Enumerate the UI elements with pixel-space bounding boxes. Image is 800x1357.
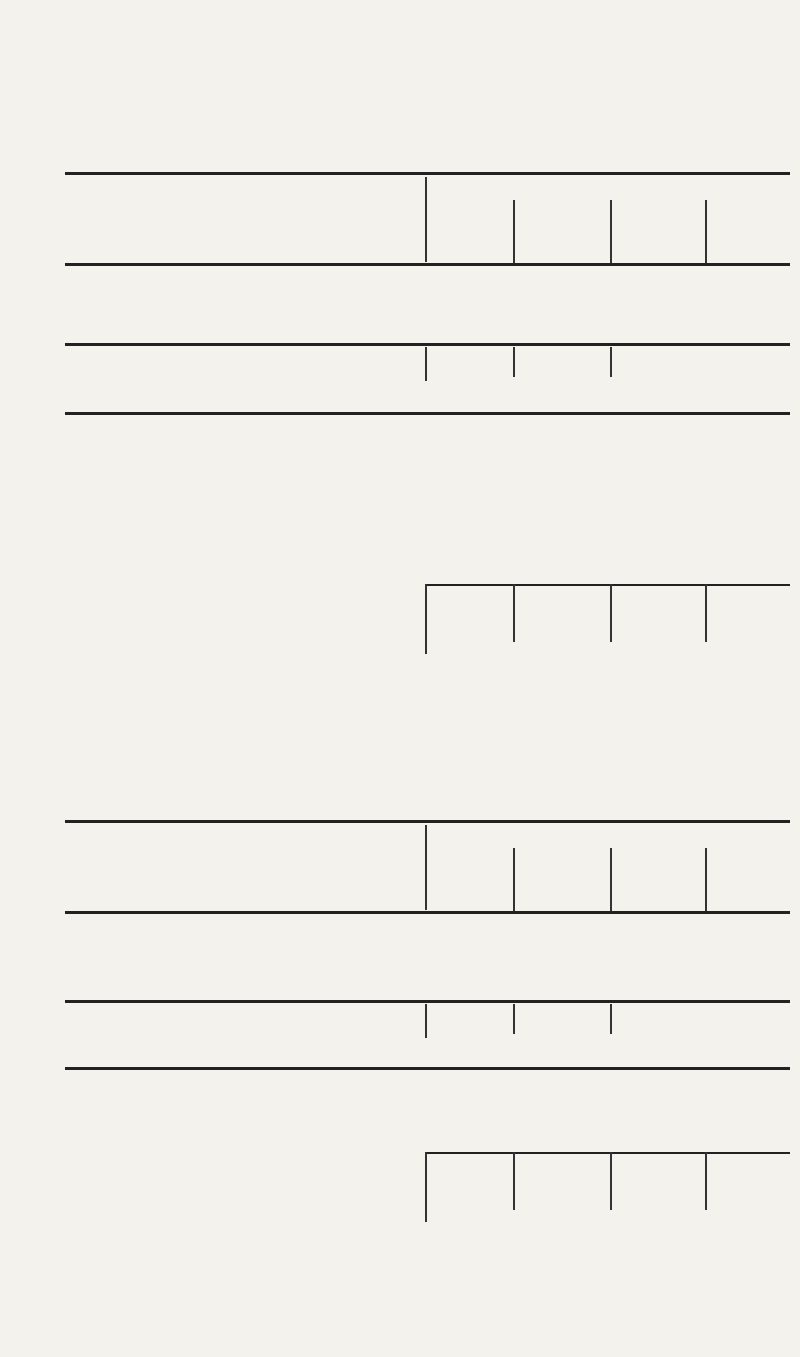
total-cell: [545, 1185, 585, 1203]
lit-row-cell: [640, 487, 680, 505]
lit-row-cell: [545, 468, 585, 486]
column-divider: [610, 347, 612, 377]
own-row-cell: [735, 290, 775, 308]
lit-row-cell: [545, 563, 585, 581]
own-row-cell: [545, 978, 585, 996]
column-divider: [513, 347, 515, 377]
column-divider: [513, 200, 515, 263]
lit-row-cell: [640, 1118, 680, 1136]
own-row-cell: [450, 385, 490, 403]
lit-row-cell: [735, 449, 775, 467]
lit-row-cell: [545, 430, 585, 448]
total-cell: [450, 1185, 490, 1203]
own-row-cell: [545, 385, 585, 403]
lit-row-cell: [450, 544, 490, 562]
lit-row-cell: [450, 1118, 490, 1136]
own-row-cell: [545, 940, 585, 958]
table-rule: [65, 911, 790, 914]
own-row-cell: [735, 940, 775, 958]
lit-row-cell: [735, 1099, 775, 1117]
lit-sum-cell: [735, 1166, 775, 1184]
column-divider: [610, 200, 612, 263]
table-rule: [425, 1152, 790, 1154]
lit-row-cell: [450, 1099, 490, 1117]
lit-row-cell: [640, 1099, 680, 1117]
column-divider: [513, 1152, 515, 1210]
total-cell: [640, 1185, 680, 1203]
lit-row-cell: [735, 487, 775, 505]
own-sum-cell: [640, 1014, 680, 1032]
lit-row-cell: [640, 449, 680, 467]
lit-row-cell: [450, 468, 490, 486]
lit-row-cell: [735, 430, 775, 448]
lit-row-cell: [450, 449, 490, 467]
total-cell: [735, 614, 775, 632]
lit-row-cell: [450, 430, 490, 448]
own-sum-cell: [735, 357, 775, 375]
lit-row-cell: [640, 1080, 680, 1098]
column-divider: [425, 1004, 427, 1038]
lit-row-cell: [545, 1118, 585, 1136]
lit-row-cell: [735, 525, 775, 543]
own-row-cell: [450, 940, 490, 958]
own-sum-cell: [545, 1014, 585, 1032]
lit-row-cell: [735, 1118, 775, 1136]
column-divider: [425, 347, 427, 381]
table-rule: [65, 820, 790, 823]
lit-row-cell: [450, 487, 490, 505]
lit-row-cell: [735, 468, 775, 486]
total-cell: [640, 614, 680, 632]
own-row-cell: [735, 978, 775, 996]
column-divider: [513, 584, 515, 642]
own-row-cell: [450, 959, 490, 977]
column-divider: [425, 584, 427, 654]
table-rule: [65, 263, 790, 266]
own-row-cell: [735, 309, 775, 327]
lit-row-cell: [735, 506, 775, 524]
own-row-cell: [450, 309, 490, 327]
own-row-cell: [640, 940, 680, 958]
own-row-cell: [545, 309, 585, 327]
column-divider: [425, 177, 427, 262]
table-rule: [65, 172, 790, 175]
lit-row-cell: [640, 506, 680, 524]
lit-row-cell: [450, 525, 490, 543]
lit-row-cell: [735, 1080, 775, 1098]
lit-row-cell: [545, 487, 585, 505]
own-sum-cell: [450, 357, 490, 375]
column-divider: [705, 584, 707, 642]
lit-sum-cell: [545, 1166, 585, 1184]
own-row-cell: [640, 290, 680, 308]
own-row-cell: [640, 959, 680, 977]
own-sum-cell: [735, 1014, 775, 1032]
lit-row-cell: [735, 544, 775, 562]
own-row-cell: [450, 290, 490, 308]
table-rule: [65, 1000, 790, 1003]
own-sum-cell: [450, 1014, 490, 1032]
lit-row-cell: [545, 544, 585, 562]
lit-row-cell: [640, 525, 680, 543]
own-sum-cell: [545, 357, 585, 375]
own-row-cell: [640, 978, 680, 996]
lit-row-cell: [640, 544, 680, 562]
lit-row-cell: [545, 1099, 585, 1117]
own-row-cell: [545, 959, 585, 977]
column-divider: [425, 825, 427, 910]
column-divider: [610, 1152, 612, 1210]
own-row-cell: [735, 959, 775, 977]
table-rule: [425, 584, 790, 586]
lit-row-cell: [640, 563, 680, 581]
own-sum-cell: [640, 357, 680, 375]
column-divider: [425, 1152, 427, 1222]
column-divider: [610, 584, 612, 642]
table-rule: [65, 412, 790, 415]
column-divider: [705, 200, 707, 263]
total-cell: [545, 614, 585, 632]
own-row-cell: [640, 385, 680, 403]
own-row-cell: [545, 290, 585, 308]
lit-row-cell: [450, 506, 490, 524]
lit-row-cell: [545, 1080, 585, 1098]
total-cell: [735, 1185, 775, 1203]
column-divider: [513, 848, 515, 911]
total-cell: [450, 614, 490, 632]
lit-row-cell: [735, 563, 775, 581]
lit-row-cell: [545, 525, 585, 543]
column-divider: [513, 1004, 515, 1034]
table-rule: [65, 343, 790, 346]
lit-sum-cell: [450, 1166, 490, 1184]
lit-row-cell: [640, 430, 680, 448]
lit-row-cell: [545, 506, 585, 524]
own-row-cell: [450, 978, 490, 996]
column-divider: [705, 1152, 707, 1210]
column-divider: [610, 1004, 612, 1034]
lit-row-cell: [545, 449, 585, 467]
column-divider: [705, 848, 707, 911]
lit-sum-cell: [640, 1166, 680, 1184]
lit-row-cell: [640, 468, 680, 486]
own-row-cell: [640, 309, 680, 327]
column-divider: [610, 848, 612, 911]
lit-row-cell: [450, 1080, 490, 1098]
own-row-cell: [735, 385, 775, 403]
lit-row-cell: [450, 563, 490, 581]
table-rule: [65, 1067, 790, 1070]
